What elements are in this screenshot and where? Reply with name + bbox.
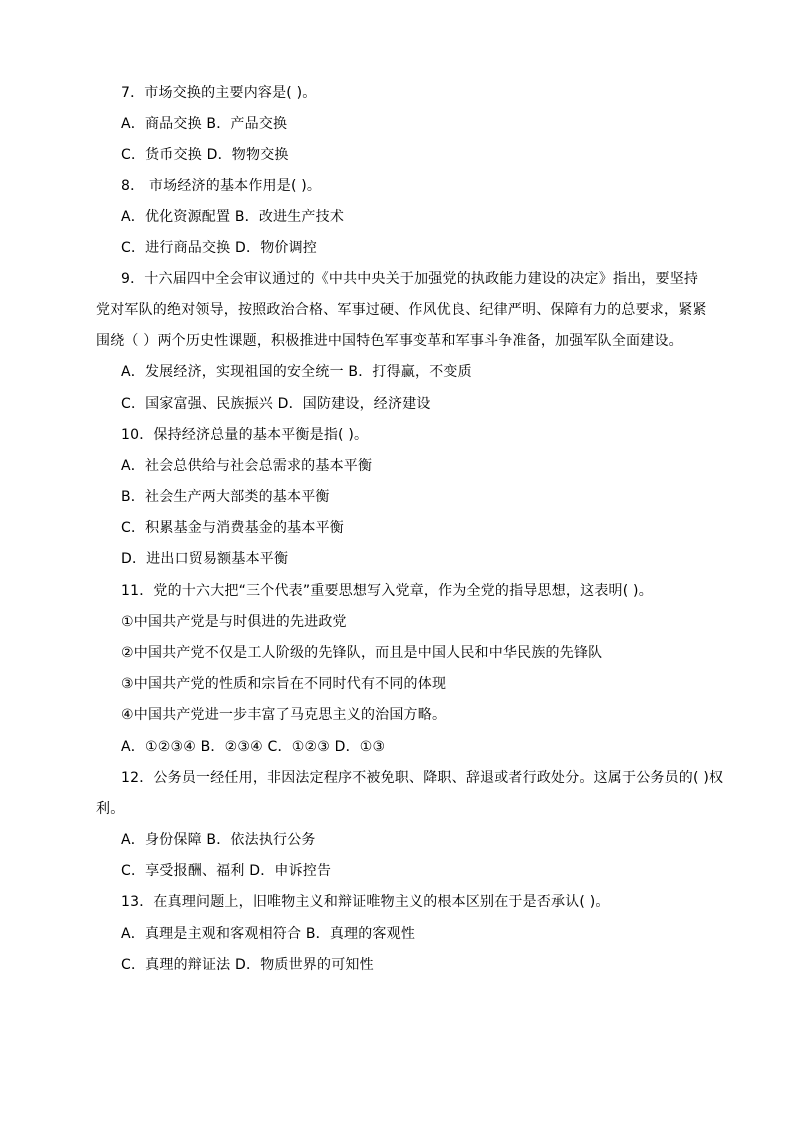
- question-12-options-ab: A．身份保障 B．依法执行公务: [121, 832, 316, 848]
- question-13-options-cd: C．真理的辩证法 D．物质世界的可知性: [121, 957, 374, 973]
- question-9-stem-line-1: 9．十六届四中全会审议通过的《中共中央关于加强党的执政能力建设的决定》指出，要坚持: [121, 271, 699, 287]
- question-9-options-cd: C．国家富强、民族振兴 D．国防建设，经济建设: [121, 396, 431, 412]
- question-10-option-a: A．社会总供给与社会总需求的基本平衡: [121, 458, 373, 474]
- question-11-statement-4: ④中国共产党进一步丰富了马克思主义的治国方略。: [121, 707, 447, 723]
- question-11-stem: 11．党的十六大把“三个代表”重要思想写入党章，作为全党的指导思想，这表明( )。: [121, 583, 653, 599]
- question-9-stem-line-2: 党对军队的绝对领导，按照政治合格、军事过硬、作风优良、纪律严明、保障有力的总要求，紧紧: [96, 302, 707, 318]
- question-11-statement-3: ③中国共产党的性质和宗旨在不同时代有不同的体现: [121, 676, 447, 692]
- question-10-option-d: D．进出口贸易额基本平衡: [121, 551, 289, 567]
- question-11-statement-1: ①中国共产党是与时俱进的先进政党: [121, 614, 347, 630]
- question-9-stem-line-3: 围绕（ ）两个历史性课题，积极推进中国特色军事变革和军事斗争准备，加强军队全面建设。: [96, 333, 683, 349]
- question-8-stem: 8． 市场经济的基本作用是( )。: [121, 178, 322, 194]
- question-11-statement-2: ②中国共产党不仅是工人阶级的先锋队，而且是中国人民和中华民族的先锋队: [121, 645, 603, 661]
- question-10-option-c: C．积累基金与消费基金的基本平衡: [121, 520, 344, 536]
- question-10-option-b: B．社会生产两大部类的基本平衡: [121, 489, 330, 505]
- question-8-options-cd: C．进行商品交换 D．物价调控: [121, 240, 318, 256]
- question-8-options-ab: A．优化资源配置 B．改进生产技术: [121, 209, 345, 225]
- question-7-stem: 7．市场交换的主要内容是( )。: [121, 85, 317, 101]
- question-12-stem-line-2: 利。: [96, 801, 125, 817]
- question-12-options-cd: C．享受报酬、福利 D．申诉控告: [121, 863, 332, 879]
- question-12-stem-line-1: 12．公务员一经任用，非因法定程序不被免职、降职、辞退或者行政处分。这属于公务员的( )权: [121, 770, 724, 786]
- question-9-options-ab: A．发展经济，实现祖国的安全统一 B．打得赢，不变质: [121, 364, 472, 380]
- question-11-options: A．①②③④ B．②③④ C．①②③ D．①③: [121, 739, 386, 755]
- question-13-stem: 13．在真理问题上，旧唯物主义和辩证唯物主义的根本区别在于是否承认( )。: [121, 894, 610, 910]
- question-13-options-ab: A．真理是主观和客观相符合 B．真理的客观性: [121, 926, 416, 942]
- question-7-options-cd: C．货币交换 D．物物交换: [121, 147, 289, 163]
- question-10-stem: 10．保持经济总量的基本平衡是指( )。: [121, 427, 369, 443]
- question-7-options-ab: A．商品交换 B．产品交换: [121, 116, 288, 132]
